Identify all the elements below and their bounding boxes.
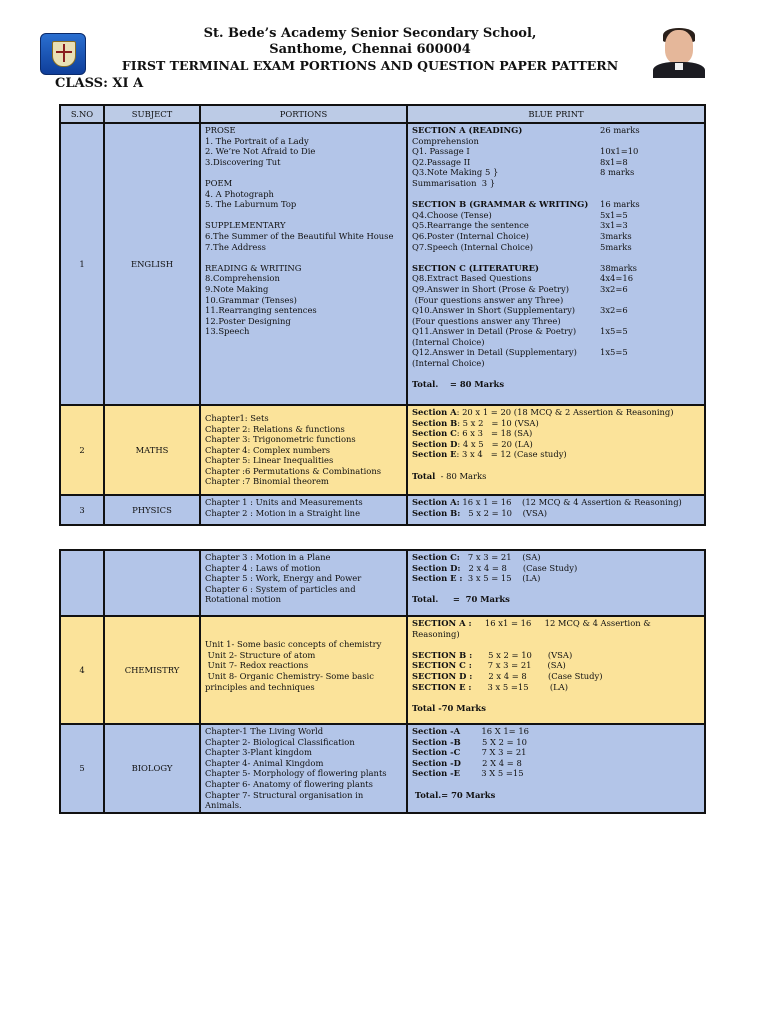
blueprint-line — [412, 284, 700, 295]
school-address: Santhome, Chennai 600004 — [269, 42, 471, 57]
blueprint-marks: 1x5=5 — [600, 326, 628, 337]
blueprint-item: Q2.Passage II — [412, 156, 471, 167]
blueprint-section: Section D — [412, 438, 458, 449]
blueprint-item: Q10.Answer in Short (Supplementary) — [412, 305, 576, 316]
blueprint-marks: 5 X 2 = 10 — [460, 736, 527, 747]
blueprint-marks: 3 x 5 =15 (LA) — [471, 681, 568, 692]
exam-title: FIRST TERMINAL EXAM PORTIONS AND QUESTION PAPER PATTERN — [121, 58, 619, 73]
blueprint-section: Total. = 70 Marks — [412, 594, 510, 605]
row-sno: 5 — [60, 724, 104, 813]
blueprint-section: Section C: — [412, 552, 460, 562]
blueprint-marks: 2 x 4 = 8 (Case Study) — [460, 562, 578, 573]
blueprint-item — [412, 189, 600, 200]
blueprint-line — [412, 594, 700, 605]
blueprint-line — [412, 460, 700, 471]
blueprint-line — [412, 189, 700, 200]
blueprint-line — [412, 418, 700, 429]
row-portions: Chapter-1 The Living World Chapter 2- Biological Classification Chapter 3-Plant kingdom Chapter 4- Animal Kingdom Chapter 5- Morphology of flowering plants Chapter 6- Anatomy of flowering plants Chapter 7- Structural organisation in Animals. — [200, 724, 407, 813]
row-blueprint — [407, 616, 705, 724]
blueprint-section: SECTION D : — [412, 670, 473, 681]
portions-table — [59, 104, 706, 526]
class-label: CLASS: XI A — [55, 76, 144, 91]
blueprint-line — [412, 379, 700, 390]
blueprint-section: SECTION C : — [412, 660, 472, 671]
header-sno: S.NO — [60, 105, 104, 123]
blueprint-line — [412, 220, 700, 231]
blueprint-line — [412, 726, 700, 737]
row-subject — [104, 550, 200, 616]
blueprint-line — [412, 747, 700, 758]
blueprint-marks: 2 x 4 = 8 (Case Study) — [472, 670, 603, 681]
blueprint-section: SECTION B : — [412, 649, 473, 660]
blueprint-item: Total. = 80 Marks — [412, 379, 505, 390]
blueprint-line — [412, 337, 700, 348]
blueprint-item: Q1. Passage I — [412, 146, 470, 157]
blueprint-section: Section -E — [412, 768, 460, 779]
row-subject: CHEMISTRY — [104, 616, 200, 724]
blueprint-line — [412, 157, 700, 168]
row-blueprint — [407, 724, 705, 813]
blueprint-section: Section -C — [412, 747, 461, 758]
blueprint-line — [412, 790, 700, 801]
blueprint-item: SECTION C (LITERATURE) — [412, 262, 539, 273]
row-portions: Unit 1- Some basic concepts of chemistry Unit 2- Structure of atom Unit 7- Redox reactions Unit 8- Organic Chemistry- Some basic principles and techniques — [200, 616, 407, 724]
blueprint-marks: 16 marks — [600, 199, 640, 210]
blueprint-line — [412, 449, 700, 460]
blueprint-item: Q7.Speech (Internal Choice) — [412, 241, 534, 252]
row-sno — [60, 550, 104, 616]
blueprint-line — [412, 125, 700, 136]
blueprint-section: Total.= 70 Marks — [412, 789, 496, 800]
blueprint-line — [412, 682, 700, 693]
blueprint-section: Total — [412, 470, 436, 481]
blueprint-marks: 3 X 5 =15 — [459, 768, 524, 779]
blueprint-line — [412, 231, 700, 242]
blueprint-marks: : 5 x 2 = 10 (VSA) — [457, 417, 539, 428]
blueprint-line — [412, 497, 700, 508]
blueprint-section: SECTION E : — [412, 681, 472, 692]
blueprint-marks: 3 x 5 = 15 (LA) — [462, 573, 541, 584]
blueprint-section: Section B: — [412, 507, 461, 518]
blueprint-line — [412, 146, 700, 157]
blueprint-item: SECTION A (READING) — [412, 125, 523, 135]
row-subject: BIOLOGY — [104, 724, 200, 813]
blueprint-marks: 38marks — [600, 262, 637, 273]
blueprint-section: Section A: — [412, 497, 460, 507]
blueprint-line — [412, 178, 700, 189]
blueprint-section: Section -A — [412, 726, 461, 736]
blueprint-line — [412, 584, 700, 595]
blueprint-marks: 1x5=5 — [600, 347, 628, 358]
blueprint-line — [412, 737, 700, 748]
blueprint-line — [412, 347, 700, 358]
blueprint-marks: 3x1=3 — [600, 220, 628, 231]
blueprint-item: Q3.Note Making 5 } — [412, 167, 499, 178]
blueprint-item: Q5.Rearrange the sentence — [412, 220, 529, 231]
blueprint-line — [412, 573, 700, 584]
blueprint-line — [412, 768, 700, 779]
blueprint-item: Q9.Answer in Short (Prose & Poetry) — [412, 283, 569, 294]
blueprint-item: Q6.Poster (Internal Choice) — [412, 230, 529, 241]
blueprint-marks: 8 marks — [600, 167, 635, 178]
row-portions: Chapter1: Sets Chapter 2: Relations & functions Chapter 3: Trigonometric functions Chapter 4: Complex numbers Chapter 5: Linear Inequalities Chapter :6 Permutations & Combinations Chapter :7 Binomial theorem — [200, 405, 407, 495]
blueprint-line — [412, 428, 700, 439]
blueprint-marks: - 80 Marks — [435, 470, 487, 481]
blueprint-line — [412, 167, 700, 178]
blueprint-item — [412, 369, 600, 380]
table-row-maths — [60, 405, 705, 495]
blueprint-line — [412, 779, 700, 790]
row-portions: Chapter 1 : Units and Measurements Chapter 2 : Motion in a Straight line — [200, 495, 407, 525]
blueprint-marks: 5 x 2 = 10 (VSA) — [460, 507, 548, 518]
blueprint-marks: 16 x 1 = 16 (12 MCQ & 4 Assertion & Reasoning) — [459, 497, 682, 507]
blueprint-section: Section B — [412, 417, 458, 428]
school-name: St. Bede’s Academy Senior Secondary School, — [203, 26, 537, 41]
table-row-english — [60, 123, 705, 405]
row-portions: PROSE 1. The Portrait of a Lady 2. We’re Not Afraid to Die 3.Discovering Tut POEM 4. A Photograph 5. The Laburnum Top SUPPLEMENTARY 6.The Summer of the Beautiful White House 7.The Address READING & WRITING 8.Comprehension 9.Note Making 10.Grammar (Tenses) 11.Rearranging sentences 12.Poster Designing 13.Speech — [200, 123, 407, 405]
blueprint-marks: 3marks — [600, 230, 632, 241]
blueprint-marks: 16 X 1= 16 — [460, 726, 529, 736]
blueprint-section: Total -70 Marks — [412, 702, 486, 713]
table-header-row — [60, 105, 705, 123]
blueprint-marks: 7 x 3 = 21 (SA) — [471, 660, 566, 671]
blueprint-item: Q8.Extract Based Questions — [412, 273, 532, 284]
blueprint-marks: : 3 x 4 = 12 (Case study) — [456, 449, 567, 460]
blueprint-item — [412, 252, 600, 263]
school-logo — [40, 33, 86, 75]
blueprint-section: Section A — [412, 407, 457, 417]
row-blueprint — [407, 405, 705, 495]
row-blueprint — [407, 550, 705, 616]
blueprint-line — [412, 563, 700, 574]
header-portions: PORTIONS — [200, 105, 407, 123]
blueprint-marks: 7 x 3 = 21 (SA) — [459, 552, 541, 562]
blueprint-line — [412, 326, 700, 337]
crest-icon — [52, 41, 76, 67]
blueprint-line — [412, 407, 700, 418]
blueprint-marks: 5x1=5 — [600, 209, 628, 220]
blueprint-line — [412, 618, 700, 639]
header-subject: SUBJECT — [104, 105, 200, 123]
blueprint-line — [412, 660, 700, 671]
blueprint-line — [412, 252, 700, 263]
blueprint-marks: 10x1=10 — [600, 146, 639, 157]
blueprint-item: SECTION B (GRAMMAR & WRITING) — [412, 199, 589, 210]
blueprint-item: Q11.Answer in Detail (Prose & Poetry) — [412, 326, 577, 337]
row-subject: PHYSICS — [104, 495, 200, 525]
row-blueprint — [407, 123, 705, 405]
blueprint-section: SECTION A : — [412, 618, 472, 628]
blueprint-line — [412, 671, 700, 682]
blueprint-section: Section D: — [412, 562, 461, 573]
blueprint-line — [412, 210, 700, 221]
blueprint-section: Section E — [412, 449, 457, 460]
header-blueprint: BLUE PRINT — [407, 105, 705, 123]
row-sno: 4 — [60, 616, 104, 724]
row-subject: ENGLISH — [104, 123, 200, 405]
blueprint-line — [412, 552, 700, 563]
table-row-chemistry — [60, 616, 705, 724]
row-sno: 1 — [60, 123, 104, 405]
blueprint-item: (Four questions answer any Three) — [412, 315, 561, 326]
blueprint-line — [412, 305, 700, 316]
blueprint-marks: 8x1=8 — [600, 156, 628, 167]
blueprint-line — [412, 692, 700, 703]
row-portions: Chapter 3 : Motion in a Plane Chapter 4 : Laws of motion Chapter 5 : Work, Energy and Power Chapter 6 : System of particles and Rotational motion — [200, 550, 407, 616]
blueprint-line — [412, 758, 700, 769]
table-row-physics-cont — [60, 550, 705, 616]
blueprint-marks: 2 X 4 = 8 — [460, 757, 522, 768]
blueprint-item: (Internal Choice) — [412, 336, 485, 347]
blueprint-marks: : 20 x 1 = 20 (18 MCQ & 2 Assertion & Reasoning) — [456, 407, 674, 417]
blueprint-line — [412, 273, 700, 284]
blueprint-line — [412, 295, 700, 306]
row-blueprint — [407, 495, 705, 525]
blueprint-section: Section -D — [412, 757, 461, 768]
blueprint-line — [412, 369, 700, 380]
blueprint-section: Section C — [412, 428, 457, 439]
blueprint-line — [412, 316, 700, 327]
blueprint-item: Q4.Choose (Tense) — [412, 209, 492, 220]
blueprint-line — [412, 639, 700, 650]
blueprint-marks: 16 x1 = 16 12 MCQ & 4 Assertion & Reasoning) — [412, 618, 654, 639]
row-sno: 2 — [60, 405, 104, 495]
row-subject: MATHS — [104, 405, 200, 495]
blueprint-item: Summarisation 3 } — [412, 177, 496, 188]
blueprint-section: Section E : — [412, 573, 463, 584]
blueprint-marks: 5 x 2 = 10 (VSA) — [472, 649, 573, 660]
blueprint-item: (Internal Choice) — [412, 358, 485, 369]
blueprint-marks: 3x2=6 — [600, 283, 628, 294]
blueprint-line — [412, 242, 700, 253]
blueprint-line — [412, 508, 700, 519]
blueprint-marks: 26 marks — [600, 125, 640, 135]
blueprint-marks: : 4 x 5 = 20 (LA) — [457, 438, 533, 449]
blueprint-line — [412, 471, 700, 482]
blueprint-item: Comprehension — [412, 135, 479, 146]
blueprint-line — [412, 263, 700, 274]
row-sno: 3 — [60, 495, 104, 525]
blueprint-marks: 7 X 3 = 21 — [460, 747, 527, 758]
founder-portrait — [651, 26, 707, 78]
blueprint-section: Section -B — [412, 736, 461, 747]
table-row-biology — [60, 724, 705, 813]
blueprint-line — [412, 358, 700, 369]
blueprint-line — [412, 650, 700, 661]
blueprint-item: (Four questions answer any Three) — [412, 294, 564, 305]
blueprint-marks: : 6 x 3 = 18 (SA) — [456, 428, 533, 439]
blueprint-line — [412, 199, 700, 210]
blueprint-line — [412, 439, 700, 450]
blueprint-line — [412, 136, 700, 147]
blueprint-marks: 3x2=6 — [600, 305, 628, 316]
blueprint-item: Q12.Answer in Detail (Supplementary) — [412, 347, 577, 358]
blueprint-line — [412, 703, 700, 714]
table-row-physics — [60, 495, 705, 525]
blueprint-marks: 4x4=16 — [600, 273, 634, 284]
portions-table-continued — [59, 549, 706, 814]
blueprint-marks: 5marks — [600, 241, 632, 252]
